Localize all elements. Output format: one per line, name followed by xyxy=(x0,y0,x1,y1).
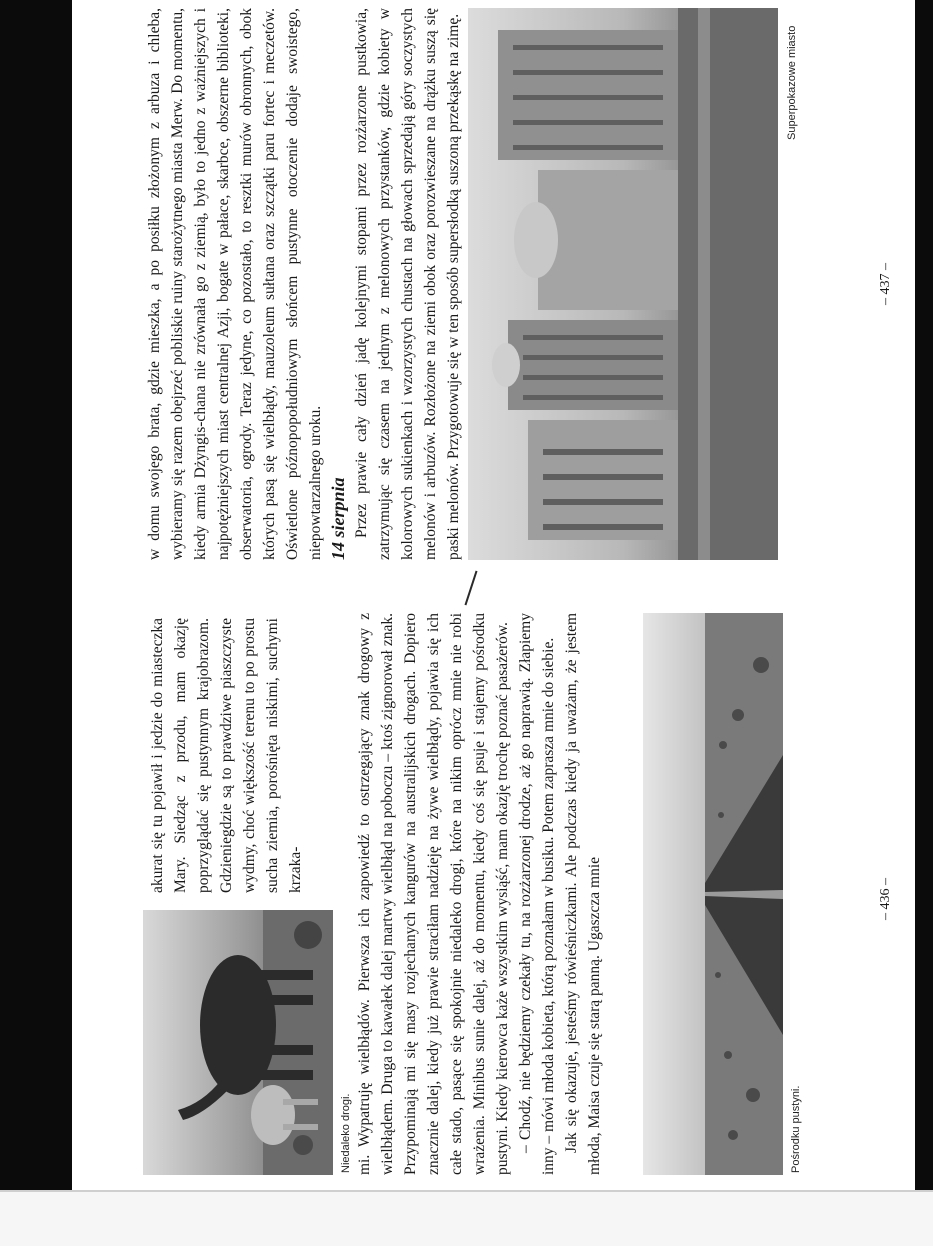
right-body-text xyxy=(143,8,511,560)
page-number-436: – 436 – xyxy=(878,878,893,920)
paragraph: – Chodź, nie będziemy czekały tu, na rozżarzonej drodze, aż go naprawią. Złapiemy inny – mówi młoda kobieta, którą poznałam w busiku. Potem zaprasza mnie do siebie. xyxy=(517,613,557,1175)
scan-border-left xyxy=(0,0,72,1190)
paragraph: akurat się tu pojawił i jedzie do miasteczka Mary. Siedząc z przodu, mam okazję poprzyglądać się pustynnym krajobrazom. Gdzieniegdzie są to prawdziwe piaszczyste wydmy, choć większość terenu to po prostu sucha ziemia, porośnięta niskimi, suchymi krzaka- xyxy=(149,618,304,893)
desert-road-image xyxy=(643,613,783,1175)
page-437 xyxy=(78,5,918,560)
page-number-437: – 437 – xyxy=(878,263,893,305)
caption-show-city: Superpokazowe miasto xyxy=(786,25,798,140)
date-heading: 14 sierpnia xyxy=(328,477,348,560)
page-436 xyxy=(78,610,918,1175)
left-body-text xyxy=(353,613,606,1175)
city-image xyxy=(468,8,778,560)
paragraph: mi. Wypatruję wielbłądów. Pierwsza ich zapowiedź to ostrzegający znak drogowy z wielbłądem. Druga to kawałek dalej martwy wielbłąd na poboczu – ktoś zignorował znak. Przypominają mi się masy rozjechanych kangurów na australijskich drogach. Dopiero znacznie dalej, kiedy już prawie straciłam nadzieję na żywe wielbłądy, pojawia się ich całe stado, pasące się spokojnie niedaleko drogi, które na nikim oprócz mnie nie robi wrażenia. Minibus sunie dalej, aż do momentu, kiedy coś się psuje i stajemy pośrodku pustyni. Kiedy kierowca każe wszystkim wysiąść, mam okazję trochę poznać pasażerów. xyxy=(356,613,511,1175)
photo-desert-road xyxy=(643,613,783,1175)
photo-camels xyxy=(143,910,333,1175)
camels-image xyxy=(143,910,333,1175)
photo-ashgabat-city xyxy=(468,8,778,560)
paragraph: Przez prawie cały dzień jadę kolejnymi stopami przez rozżarzone pustkowia, zatrzymując się czasem na jednym z melonowych przystanków, gdzie kobiety w kolorowych sukienkach i wzorzystych chustach na głowach sprzedają góry soczystych melonów i arbuzów. Rozłożone na ziemi obok oraz porozwieszane na drążku suszą się paski melonów. Przygotowuje się w ten sposób supersłodką suszoną przekąskę na zimę. xyxy=(353,8,462,560)
scan-border-bottom xyxy=(0,1190,933,1246)
caption-near-road: Niedaleko drogi. xyxy=(340,1093,352,1173)
text-column-beside-photo xyxy=(146,618,307,893)
rotated-spread xyxy=(78,5,918,1175)
paragraph: w domu swojego brata, gdzie mieszka, a po posiłku złożonym z arbuza i chleba, wybieramy się razem obejrzeć pobliskie ruiny starożytnego miasta Merw. Do momentu, kiedy armia Dżyngis-chana nie zrównała go z ziemią, było to jedno z ważniejszych i najpotężniejszych miast centralnej Azji, bogate w pałace, skarbce, obszerne biblioteki, obserwatoria, ogrody. Teraz jedyne, co pozostało, to resztki murów obronnych, obok których pasą się wielbłądy, mauzoleum sułtana oraz szczątki paru fortec i meczetów. Oświetlone późnopopołudniowym słońcem pustynne otoczenie dodaje swoistego, niepowtarzalnego uroku. xyxy=(146,8,324,560)
paragraph: Jak się okazuje, jesteśmy rówieśniczkami. Ale podczas kiedy ja uważam, że jestem młoda, Maisa czuje się starą panną. Ugaszcza mnie xyxy=(563,613,603,1175)
caption-middle-of-desert: Pośrodku pustyni. xyxy=(790,1085,802,1173)
